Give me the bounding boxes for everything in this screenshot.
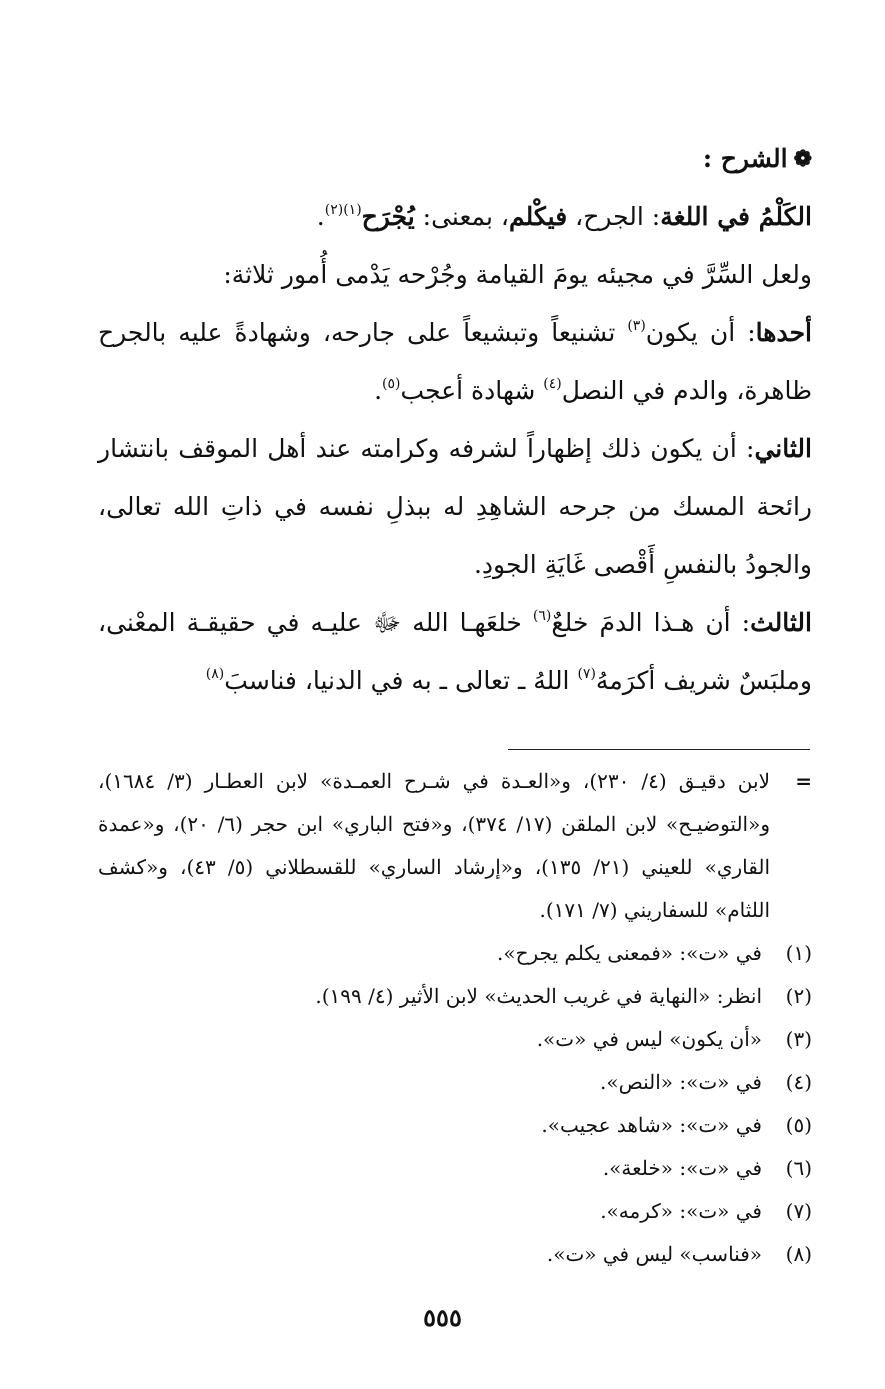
paragraph-first: أحدها: أن يكون$^{(٣)}$ تشنيعاً وتبشيعاً على جارحه، وشهادةً عليه بالجرح ظاهرة، والدم في النصل$^{(٤)}$ شهادة أعجب$^{(٥)}$. [98,318,812,405]
section-heading [98,130,812,188]
footnote-item: (٢) انظر: «النهاية في غريب الحديث» لابن الأثير (٤/ ١٩٩). [315,984,812,1008]
footnote-ref[interactable]: (٣) [627,318,646,334]
continuation-text: لابن دقيـق (٤/ ٢٣٠)، و«العـدة في شـرح العمـدة» لابن العطـار (٣/ ١٦٨٤)، و«التوضيـح» لابن الملقن (١٧/ ٣٧٤)، و«فتح الباري» ابن حجر (٦/ ٢٠)، و«عمدة القاري» للعيني (٢١/ ١٣٥)، و«إرشاد الساري» للقسطلاني (٥/ ٤٣)، و«كشف اللثام» للسفاريني (٧/ ١٧١). [98,769,770,922]
paragraph-second: الثاني: أن يكون ذلك إظهاراً لشرفه وكرامته عند أهل الموقف بانتشار رائحة المسك من جرحه الشاهِدِ له ببذلِ نفسه في ذاتِ الله تعالى، والجودُ بالنفسِ أَقْصى غَايَةِ الجودِ. [98,434,812,579]
footnote-ref[interactable]: (٧) [577,666,596,682]
footnote-item: (٦) في «ت»: «خلعة». [602,1156,812,1180]
footnote-item: (٨) «فناسب» ليس في «ت». [546,1242,812,1266]
footnote-ref[interactable]: (٤) [543,376,562,392]
paragraph-intro: ولعل السِّرَّ في مجيئه يومَ القيامة وجُرْحه يَدْمى أُمور ثلاثة: [223,260,812,289]
footnote-item: (٧) في «ت»: «كرمه». [600,1199,812,1223]
main-text [98,130,812,710]
continuation-mark: = [795,769,812,793]
page-number: ٥٥٥ [423,1303,462,1332]
footnote-continuation [98,760,812,932]
section-title: الشرح : [702,144,788,173]
footnote-divider [508,749,810,750]
footnote-ref[interactable]: (٨) [205,666,225,682]
footnote-item: (٤) في «ت»: «النص». [599,1070,812,1094]
footnote-ref[interactable]: (١)(٢) [324,202,362,218]
paragraph-third: الثالث: أن هـذا الدمَ خلعٌ$^{(٦)}$ خلعَهـا الله ﷻ عليـه في حقيقـة المعْنى، وملبَسٌ شريف أكرَمهُ$^{(٧)}$ اللهُ ـ تعالى ـ به في الدنيا، فناسبَ$^{(٨)}$ [98,608,812,695]
footnote-ref[interactable]: (٦) [532,608,552,624]
footnote-item: (١) في «ت»: «فمعنى يكلم يجرح». [497,941,812,965]
footnote-ref[interactable]: (٥) [382,376,401,392]
footnotes-section [98,760,812,1276]
flower-bullet-icon: ❁ [793,146,812,172]
footnote-item: (٥) في «ت»: «شاهد عجيب». [541,1113,812,1137]
footnote-item: (٣) «أن يكون» ليس في «ت». [536,1027,812,1051]
paragraph-definition: الكَلْمُ في اللغة: الجرح، فيكْلم، بمعنى: يُجْرَح$^{(١)(٢)}$. [316,202,812,231]
